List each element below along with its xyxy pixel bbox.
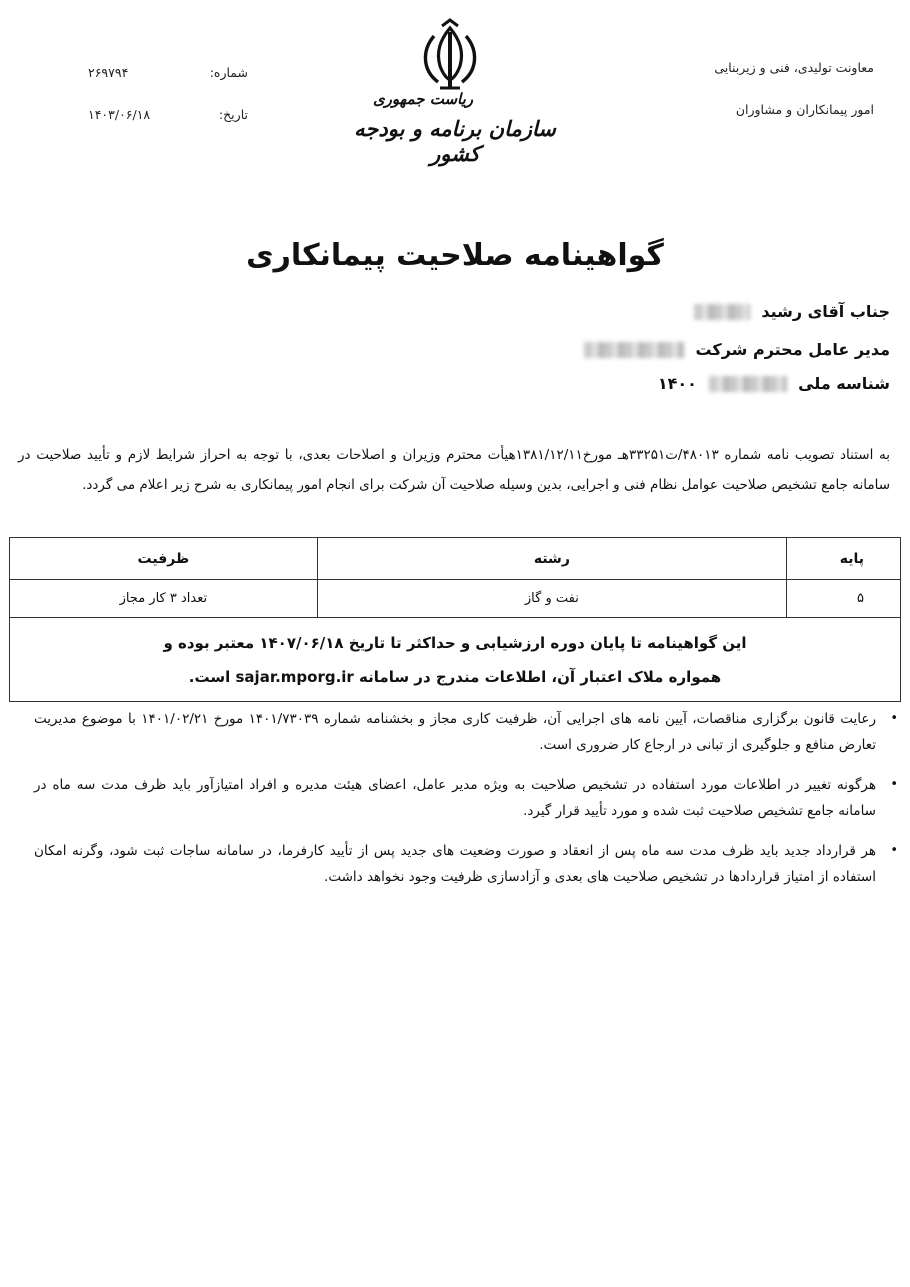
national-id-suffix: ۱۴۰۰ [657,373,697,393]
national-id-label: شناسه ملی [798,373,890,393]
bullet-icon: • [890,777,898,792]
bullet-icon: • [890,711,898,726]
list-item [34,772,898,824]
list-item [34,706,898,758]
company-label: مدیر عامل محترم شرکت [695,339,890,359]
bullet-icon: • [890,843,898,858]
cell-capacity: تعداد ۳ کار مجاز [10,580,318,618]
validity-notice-row [10,618,901,702]
letter-reference [88,64,248,124]
note-text: هرگونه تغییر در اطلاعات مورد استفاده در تشخیص صلاحیت به ویژه مدیر عامل، اعضای هیئت مدیره و افراد امتیازآور باید ظرف مدت سه ماه در سامانه جامع تشخیص صلاحیت ثبت شده و مورد تأیید قرار گیرد. [34,777,876,819]
date-value: ۱۴۰۳/۰۶/۱۸ [88,107,151,122]
redacted-national-id [709,376,787,392]
header-base: پایه [787,538,901,580]
organization-logo [330,84,580,164]
national-id-line [290,369,890,397]
redacted-surname [694,304,750,320]
date-row [88,106,248,124]
validity-notice [10,618,901,702]
table-header-row [10,538,901,580]
addressee-name: رشید [761,301,803,321]
department-line-1: معاونت تولیدی، فنی و زیربنایی [714,60,874,75]
cell-base: ۵ [787,580,901,618]
header-field: رشته [317,538,786,580]
qualification-table [9,537,901,702]
notes-list [34,706,898,904]
header-capacity: ظرفیت [10,538,318,580]
company-line [290,335,890,363]
redacted-company-name [584,342,684,358]
note-text: هر قرارداد جدید باید ظرف مدت سه ماه پس از انعقاد و صورت وضعیت های جدید پس از تأیید کارفرما، در سامانه ساجات ثبت شود، وگرنه امکان استفاده از امتیاز قراردادها در تشخیص صلاحیت های بعدی و آزادسازی ظرفیت وجود نخواهد داشت. [34,843,876,885]
date-label: تاریخ: [218,107,248,122]
number-label: شماره: [209,65,248,80]
department-line-2: امور پیمانکاران و مشاوران [735,102,874,117]
organization-name: سازمان برنامه و بودجه کشور [354,116,556,166]
page-title: گواهینامه صلاحیت پیمانکاری [246,238,664,273]
table-row [10,580,901,618]
number-row [88,64,248,82]
body-paragraph: به استناد تصویب نامه شماره ۴۸۰۱۳/ت۳۳۲۵۱هـ مورخ۱۳۸۱/۱۲/۱۱هیأت محترم وزیران و اصلاحات بعدی، با توجه به احراز شرایط لازم و تأیید صلاحیت در سامانه جامع تشخیص صلاحیت عوامل نظام فنی و اجرایی، بدین وسیله صلاحیت آن شرکت برای انجام امور پیمانکاری به شرح زیر اعلام می گردد. [18,447,890,493]
validity-notice-line-2: همواره ملاک اعتبار آن، اطلاعات مندرج در سامانه sajar.mporg.ir است. [188,667,722,686]
presidency-text: ریاست جمهوری [372,90,474,108]
department-info [654,62,874,124]
cell-field: نفت و گاز [317,580,786,618]
number-value: ۲۶۹۷۹۴ [88,65,129,80]
note-text: رعایت قانون برگزاری مناقصات، آیین نامه های اجرایی آن، ظرفیت کاری مجاز و بخشنامه شماره ۱۴۰۱/۷۳۰۳۹ مورخ ۱۴۰۱/۰۲/۲۱ با موضوع مدیریت تعارض منافع و جلوگیری از تبانی در ارجاع کار ضروری است. [34,711,876,753]
validity-notice-line-1: این گواهینامه تا پایان دوره ارزشیابی و حداکثر تا تاریخ ۱۴۰۷/۰۶/۱۸ معتبر بوده و [163,633,747,652]
list-item [34,838,898,890]
addressee-name-line [290,297,890,325]
addressee-title: جناب آقای [807,301,890,321]
